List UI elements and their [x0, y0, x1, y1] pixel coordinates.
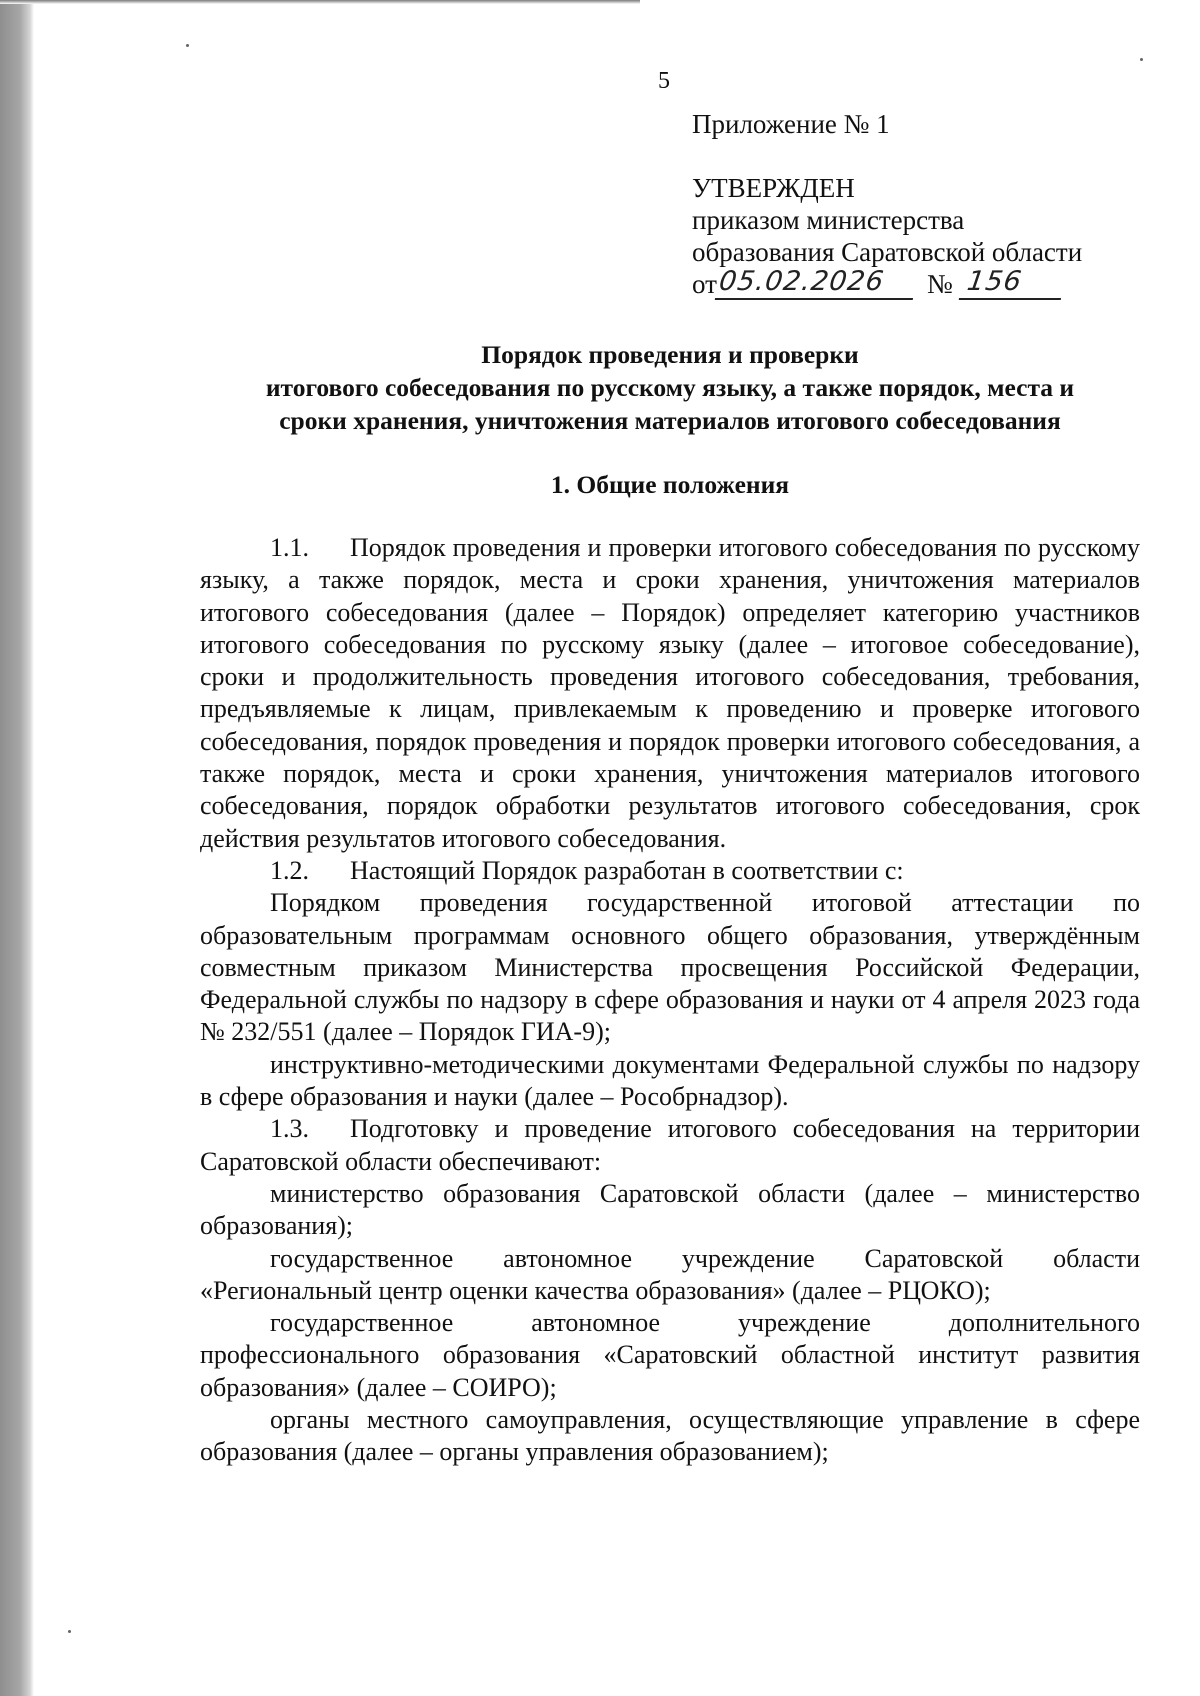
- document-title: [200, 338, 1140, 437]
- paragraph-number: 1.1.: [270, 533, 309, 562]
- handwritten-order-number: 156: [958, 268, 1064, 300]
- annex-label: Приложение № 1: [692, 109, 890, 139]
- document-body: [200, 532, 1140, 1469]
- scan-edge: [0, 0, 34, 1696]
- approval-ministry-line: образования Саратовской области: [692, 237, 1083, 267]
- paragraph-text: Подготовку и проведение итогового собеседования на территории Саратовской области обеспечивают:: [200, 1114, 1140, 1176]
- handwritten-date: 05.02.2026: [715, 268, 917, 300]
- paragraph-text: государственное автономное учреждение Саратовской области «Региональный центр оценки качества образования» (далее – РЦОКО);: [200, 1243, 1140, 1305]
- scan-speck: [1140, 58, 1143, 61]
- approval-block: [692, 108, 1082, 300]
- paragraph-text: Порядок проведения и проверки итогового собеседования по русскому языку, а также порядок, места и сроки хранения, уничтожения материалов итогового собеседования (далее – Порядок) определяет категорию участников итогового собеседования по русскому языку (далее – итоговое собеседование), сроки и продолжительность проведения итогового собеседования, требования, предъявляемые к лицам, привлекаемым к проведению и проверке итогового собеседования, порядок проведения и порядок проверки итогового собеседования, а также порядок, места и сроки хранения, уничтожения материалов итогового собеседования, порядок обработки результатов итогового собеседования, срок действия результатов итогового собеседования.: [200, 533, 1140, 853]
- title-line: сроки хранения, уничтожения материалов итогового собеседования: [279, 406, 1061, 435]
- paragraph: [200, 855, 1140, 887]
- paragraph: [200, 887, 1140, 1048]
- title-line: Порядок проведения и проверки: [481, 340, 859, 369]
- paragraph-text: государственное автономное учреждение дополнительного профессионального образования «Саратовский областной институт развития образования» (далее – СОИРО);: [200, 1308, 1140, 1402]
- paragraph: [200, 532, 1140, 855]
- approval-order-line: приказом министерства: [692, 205, 965, 235]
- paragraph-number: 1.2.: [270, 855, 309, 885]
- number-sign: №: [926, 269, 953, 299]
- paragraph: [200, 1404, 1140, 1469]
- paragraph-text: министерство образования Саратовской области (далее – министерство образования);: [200, 1178, 1140, 1241]
- paragraph: [200, 1113, 1140, 1178]
- approved-stamp-text: УТВЕРЖДЕН: [692, 173, 855, 203]
- paragraph: [200, 1243, 1140, 1308]
- paragraph-number: 1.3.: [270, 1114, 309, 1144]
- date-prefix: от: [692, 269, 717, 299]
- paragraph-text: органы местного самоуправления, осуществляющие управление в сфере образования (далее – органы управления образованием);: [200, 1405, 1140, 1467]
- scan-edge-top: [0, 0, 640, 4]
- paragraph: [200, 1049, 1140, 1114]
- order-date-number: [692, 268, 1082, 300]
- paragraph: [200, 1178, 1140, 1243]
- paragraph-text: Настоящий Порядок разработан в соответствии с:: [350, 855, 904, 885]
- title-line: итогового собеседования по русскому языку, а также порядок, места и: [265, 373, 1075, 402]
- section-heading: 1. Общие положения: [550, 470, 790, 499]
- paragraph-text: Порядком проведения государственной итоговой аттестации по образовательным программам основного общего образования, утверждённым совместным приказом Министерства просвещения Российской Федерации, Федеральной службы по надзору в сфере образования и науки от 4 апреля 2023 года № 232/551 (далее – Порядок ГИА-9);: [200, 888, 1140, 1047]
- page-number: 5: [658, 68, 670, 94]
- scan-speck: [68, 1630, 71, 1633]
- paragraph-text: инструктивно-методическими документами Федеральной службы по надзору в сфере образования и науки (далее – Рособрнадзор).: [200, 1049, 1140, 1112]
- scan-speck: [186, 44, 189, 47]
- paragraph: [200, 1307, 1140, 1404]
